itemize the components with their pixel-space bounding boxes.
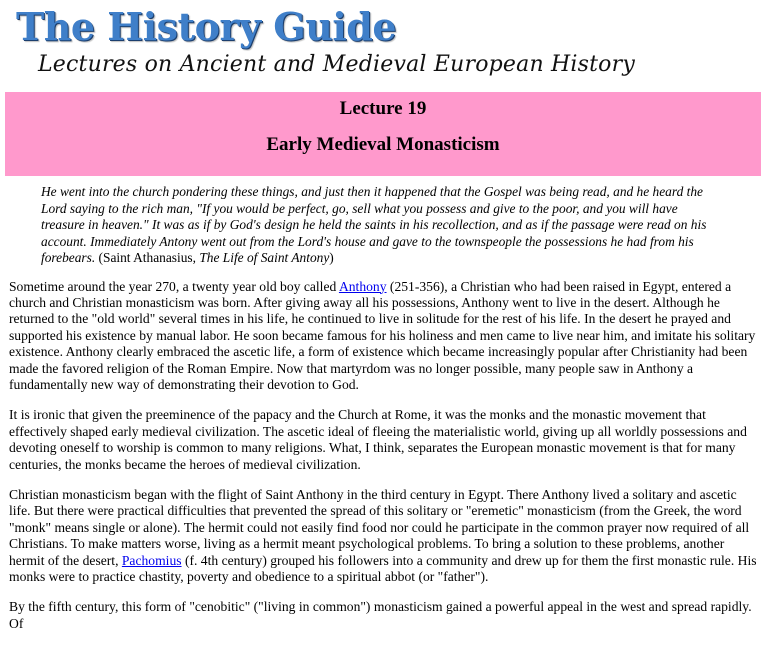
paragraph-2: It is ironic that given the preeminence of the papacy and the Church at Rome, it was the monks and the monastic movement that effectively shaped early medieval civilization. The ascetic ideal of fleeing the materialistic world, giving up all worldly possessions and devoting oneself to worship is common to many religions. What, I think, separates the European monastic movement is that for many centuries, the monks became the heroes of medieval civilization. <box>9 407 747 472</box>
paragraph-3-text-a: Christian monasticism began with the flight of Saint Anthony in the third century in Egypt. There Anthony lived a solitary and ascetic life. But there were practical difficulties that prevented the spread of this solitary or "eremetic" monasticism (from the Greek, the word "monk" means single or alone). The hermit could not easily find food nor could he participate in the common prayer now required of all Christians. To make matters worse, living as a hermit meant psychological problems. To bring a solution to these problems, another hermit of the desert, <box>9 486 750 568</box>
site-header <box>0 0 767 92</box>
paragraph-4: By the fifth century, this form of "cenobitic" ("living in common") monasticism gained a powerful appeal in the west and spread rapidly. Of <box>9 599 752 631</box>
pachomius-link[interactable]: Pachomius <box>121 552 182 568</box>
paragraph-3-text-b: (f. 4th century) grouped his followers into a community and drew up for them the first monastic rule. His monks were to practice chastity, poverty and obedience to a spiritual abbot (or "father"). <box>9 552 757 584</box>
paragraph-1 <box>9 279 759 394</box>
quote-text: He went into the church pondering these things, and just then it happened that the Gospel was being read, and he heard the Lord saying to the rich man, "If you would be perfect, go, sell what you possess and give to the poor, and you will have treasure in heaven." It was as if by God's design he held the saints in his recollection, and as if the passage were read on his account. Immediately Antony went out from the Lord's house and gave to the townspeople the possessions he had from his forebears. <box>41 184 707 265</box>
site-title-logo[interactable]: The History Guide <box>16 4 397 49</box>
lecture-number: Lecture 19 <box>339 98 427 119</box>
lecture-banner <box>5 92 761 176</box>
paragraph-1-text-b: (251-356), a Christian who had been raised in Egypt, entered a church and Christian monasticism was born. After giving away all his possessions, Anthony went to live in the desert. Although he returned to the "old world" several times in his life, he continued to live in solitude for the rest of his life. In the desert he prayed and supported his existence by manual labor. He soon became famous for his holiness and men came to live near him, and imitate his solitary existence. Anthony clearly embraced the ascetic life, a form of existence which became increasingly popular after Christianity had been made the favored religion of the Roman Empire. Now that martyrdom was no longer possible, many people saw in Anthony a fundamentally new way of demonstrating their devotion to God. <box>9 278 756 392</box>
paragraph-1-text-a: Sometime around the year 270, a twenty year old boy called <box>9 278 339 294</box>
epigraph-quote <box>41 184 717 267</box>
quote-attribution-close: ) <box>329 250 334 265</box>
lecture-content <box>9 184 759 646</box>
site-subtitle: Lectures on Ancient and Medieval European History <box>38 52 635 77</box>
lecture-title: Early Medieval Monasticism <box>266 134 500 155</box>
quote-source-work: The Life of Saint Antony <box>199 250 330 265</box>
paragraph-3 <box>9 487 759 585</box>
anthony-link[interactable]: Anthony <box>338 278 387 294</box>
quote-attribution-open: (Saint Athanasius, <box>95 250 200 265</box>
